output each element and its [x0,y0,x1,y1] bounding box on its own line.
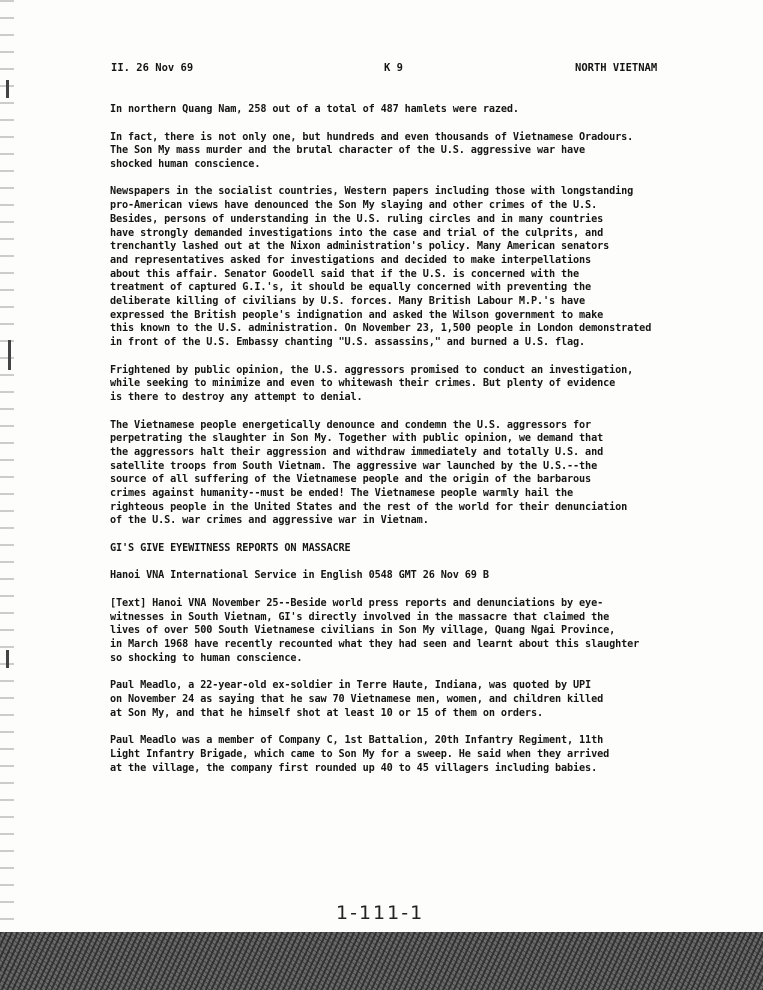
paragraph [110,419,730,529]
dateline: Hanoi VNA International Service in English 0548 GMT 26 Nov 69 B [110,570,489,582]
text-line: this known to the U.S. administration. On November 23, 1,500 people in London demonstrated [110,323,652,335]
scan-mark [8,340,11,370]
text-line: crimes against humanity--must be ended! The Vietnamese people warmly hail the [110,488,574,500]
text-line: in front of the U.S. Embassy chanting "U.S. assassins," and burned a U.S. flag. [110,337,586,349]
text-line: Newspapers in the socialist countries, Western papers including those with longstanding [110,186,634,198]
text-line: at the village, the company first rounded up 40 to 45 villagers including babies. [110,762,598,774]
text-line: [Text] Hanoi VNA November 25--Beside world press reports and denunciations by eye- [110,597,604,609]
text-line: is there to destroy any attempt to denial. [110,392,363,404]
text-line: on November 24 as saying that he saw 70 Vietnamese men, women, and children killed [110,693,604,705]
paragraph [110,734,730,775]
text-line: perpetrating the slaughter in Son My. Together with public opinion, we demand that [110,433,604,445]
scan-edge [0,0,14,990]
article-paragraphs [110,103,730,528]
paragraph [110,185,730,349]
paragraph [110,597,730,666]
text-line: expressed the British people's indignation and asked the Wilson government to make [110,309,604,321]
page-number: 1-111-1 [336,902,425,924]
text-line: trenchantly lashed out at the Nixon administration's policy. Many American senators [110,241,610,253]
text-line: at Son My, and that he himself shot at least 10 or 15 of them on orders. [110,707,543,719]
text-line: have strongly demanded investigations into the case and trial of the culprits, and [110,227,604,239]
text-line: shocked human conscience. [110,158,261,170]
text-line: Paul Meadlo, a 22-year-old ex-soldier in Terre Haute, Indiana, was quoted by UPI [110,680,592,692]
text-line: pro-American views have denounced the Son My slaying and other crimes of the U.S. [110,200,598,212]
paragraph [110,103,730,117]
page-header [0,62,763,80]
scan-noise-band [0,932,763,990]
text-line: Light Infantry Brigade, which came to Son My for a sweep. He said when they arrived [110,748,610,760]
text-line: of the U.S. war crimes and aggressive war in Vietnam. [110,515,429,527]
text-line: while seeking to minimize and even to whitewash their crimes. But plenty of evidence [110,378,616,390]
text-line: Besides, persons of understanding in the U.S. ruling circles and in many countries [110,213,604,225]
text-line: about this affair. Senator Goodell said that if the U.S. is concerned with the [110,268,580,280]
text-line: deliberate killing of civilians by U.S. forces. Many British Labour M.P.'s have [110,296,586,308]
scan-mark [6,80,9,98]
document-body [110,103,730,789]
text-line: righteous people in the United States and the rest of the world for their denunciation [110,501,628,513]
text-line: and representatives asked for investigations and decided to make interpellations [110,254,592,266]
text-line: treatment of captured G.I.'s, it should be equally concerned with preventing the [110,282,592,294]
paragraph [110,131,730,172]
header-region: NORTH VIETNAM [575,62,658,74]
report-paragraphs [110,597,730,775]
text-line: In northern Quang Nam, 258 out of a total of 487 hamlets were razed. [110,104,519,115]
text-line: lives of over 500 South Vietnamese civilians in Son My village, Quang Ngai Province, [110,625,616,637]
scan-mark [6,650,9,668]
paragraph [110,679,730,720]
text-line: The Vietnamese people energetically denounce and condemn the U.S. aggressors for [110,419,592,431]
text-line: in March 1968 have recently recounted what they had seen and learnt about this slaughter [110,639,640,651]
header-date: II. 26 Nov 69 [111,62,194,74]
text-line: Paul Meadlo was a member of Company C, 1st Battalion, 20th Infantry Regiment, 11th [110,735,604,747]
header-page-code: K 9 [384,62,403,74]
text-line: so shocking to human conscience. [110,652,303,664]
text-line: satellite troops from South Vietnam. The aggressive war launched by the U.S.--the [110,460,598,472]
paragraph [110,364,730,405]
section-heading: GI'S GIVE EYEWITNESS REPORTS ON MASSACRE [110,542,351,554]
text-line: Frightened by public opinion, the U.S. aggressors promised to conduct an investigation, [110,364,634,376]
text-line: source of all suffering of the Vietnamese people and the origin of the barbarous [110,474,592,486]
text-line: witnesses in South Vietnam, GI's directly involved in the massacre that claimed the [110,611,610,623]
text-line: The Son My mass murder and the brutal character of the U.S. aggressive war have [110,145,586,157]
text-line: In fact, there is not only one, but hundreds and even thousands of Vietnamese Oradours. [110,131,634,143]
text-line: the aggressors halt their aggression and withdraw immediately and totally U.S. and [110,446,604,458]
